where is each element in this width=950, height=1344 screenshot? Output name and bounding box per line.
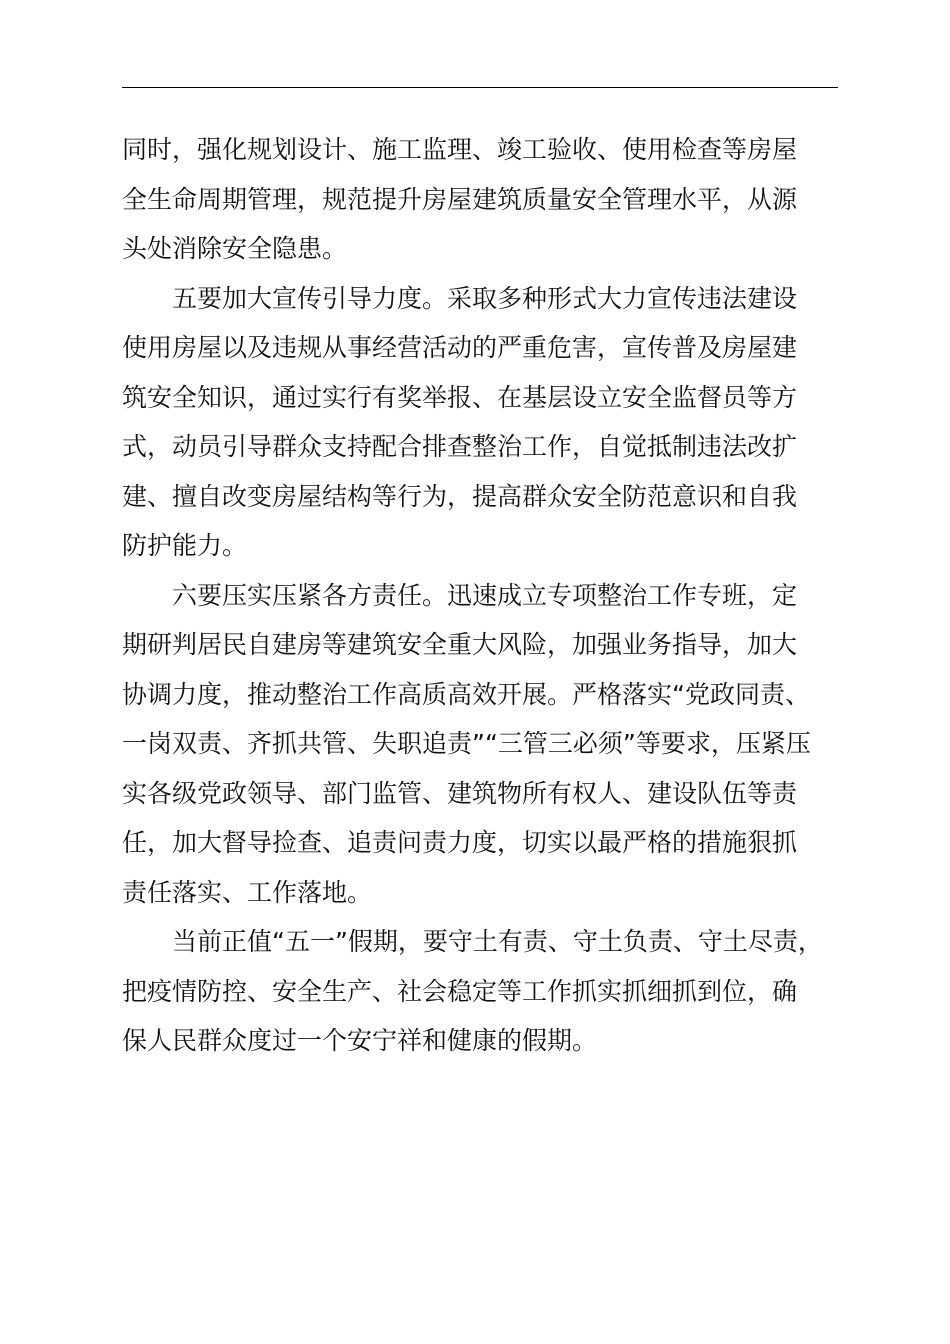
text-line: 责任落实、工作落地。 <box>122 877 373 907</box>
text-line: 任，加大督导捡查、追责问责力度，切实以最严格的措施狠抓 <box>122 828 798 857</box>
document-body <box>122 128 838 1069</box>
text-line: 建、擅自改变房屋结构等行为，提高群众安全防范意识和自我 <box>122 481 798 511</box>
text-line: 头处消除安全隐患。 <box>122 234 348 263</box>
text-line: 期研判居民自建房等建筑安全重大风险，加强业务指导，加大 <box>122 630 798 659</box>
text-line: 一岗双责、齐抓共管、失职追责”“三管三必须”等要求，压紧压 <box>122 729 811 758</box>
text-line: 筑安全知识，通过实行有奖举报、在基层设立安全监督员等方 <box>122 382 798 412</box>
text-line: 实各级党政领导、部门监管、建筑物所有权人、建设队伍等责 <box>122 778 798 808</box>
text-line: 全生命周期管理，规范提升房屋建筑质量安全管理水平，从源 <box>122 184 798 214</box>
text-line: 保人民群众度过一个安宁祥和健康的假期。 <box>122 1026 598 1055</box>
text-line: 防护能力。 <box>122 531 248 560</box>
text-line: 把疫情防控、安全生产、社会稳定等工作抓实抓细抓到位，确 <box>122 976 798 1006</box>
text-line: 六要压实压紧各方责任。迅速成立专项整治工作专班，定 <box>172 580 798 610</box>
text-line: 协调力度，推动整治工作高质高效开展。严格落实“党政同责、 <box>122 679 810 709</box>
text-line: 五要加大宣传引导力度。采取多种形式大力宣传违法建设 <box>172 283 798 313</box>
text-line: 使用房屋以及违规从事经营活动的严重危害，宣传普及房屋建 <box>122 333 798 362</box>
text-line: 当前正值“五一”假期，要守土有责、守土负责、守土尽责， <box>172 927 823 956</box>
text-line: 同时，强化规划设计、施工监理、竣工验收、使用检查等房屋 <box>122 135 798 164</box>
text-line: 式，动员引导群众支持配合排查整治工作，自觉抵制违法改扩 <box>122 432 798 461</box>
header-rule <box>122 87 838 88</box>
